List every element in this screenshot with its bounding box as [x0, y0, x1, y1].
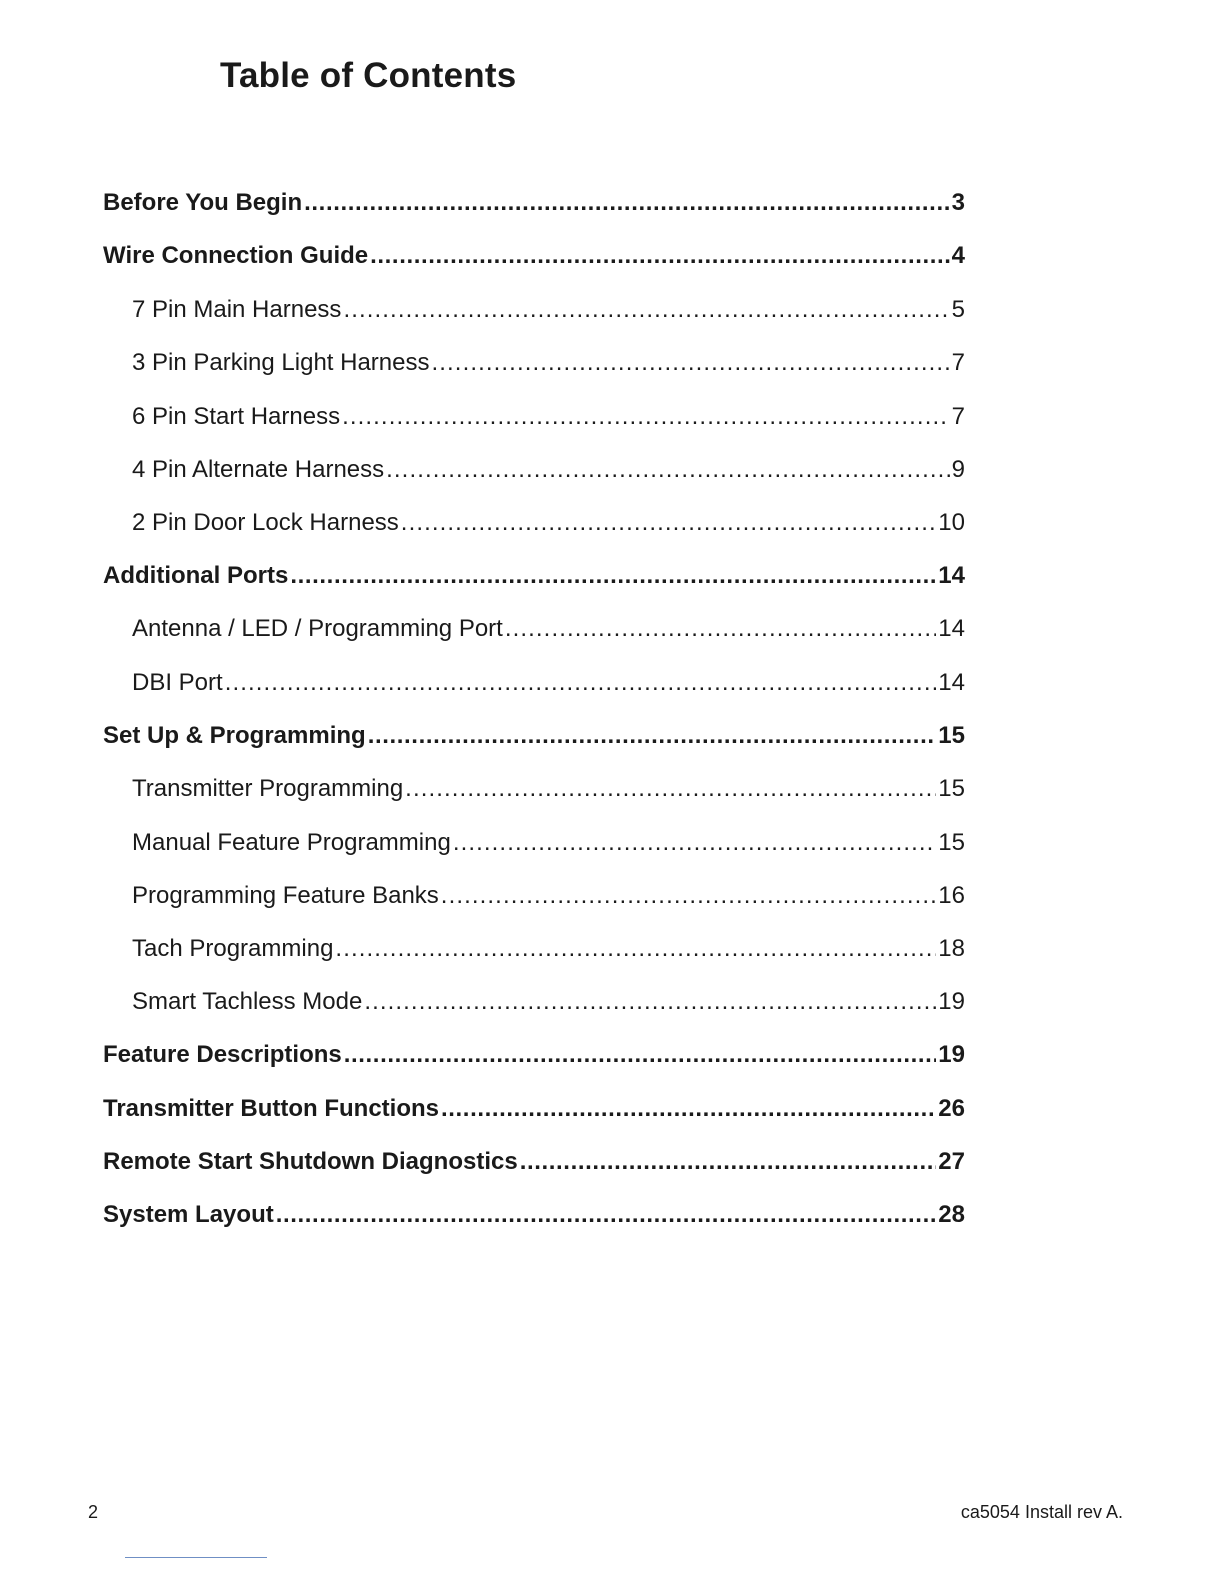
toc-entry[interactable]: [103, 1092, 965, 1126]
toc-dot-leader: [343, 293, 949, 327]
toc-dot-leader: [441, 1092, 936, 1126]
toc-entry-label: Manual Feature Programming: [132, 829, 451, 856]
toc-entry-page: 15: [938, 775, 965, 802]
toc-dot-leader: [453, 826, 936, 860]
toc-entry[interactable]: [103, 1198, 965, 1232]
toc-entry[interactable]: [103, 293, 965, 327]
toc-entry-page: 14: [938, 669, 965, 696]
toc-entry-label: Set Up & Programming: [103, 722, 366, 749]
toc-entry-page: 7: [951, 403, 965, 430]
toc-dot-leader: [432, 346, 950, 380]
toc-entry[interactable]: [103, 666, 965, 700]
toc-entry[interactable]: [103, 346, 965, 380]
bottom-divider: [125, 1557, 267, 1558]
toc-entry[interactable]: [103, 879, 965, 913]
toc-entry-label: 6 Pin Start Harness: [132, 403, 341, 430]
toc-entry[interactable]: [103, 719, 965, 753]
toc-entry[interactable]: [103, 186, 965, 220]
toc-entry-label: 4 Pin Alternate Harness: [132, 456, 385, 483]
toc-entry-page: 16: [938, 882, 965, 909]
toc-entry[interactable]: [103, 985, 965, 1019]
toc-entry[interactable]: [103, 1145, 965, 1179]
toc-entry[interactable]: [103, 559, 965, 593]
toc-entry-page: 10: [938, 509, 965, 536]
toc-entry-label: Before You Begin: [103, 189, 303, 216]
toc-entry-page: 19: [938, 988, 965, 1015]
toc-entry-label: DBI Port: [132, 669, 223, 696]
toc-dot-leader: [370, 239, 950, 273]
footer-document-id: ca5054 Install rev A.: [960, 1502, 1123, 1522]
toc-entry-label: Feature Descriptions: [103, 1041, 342, 1068]
toc-entry-label: Remote Start Shutdown Diagnostics: [103, 1148, 518, 1175]
toc-entry[interactable]: [103, 1038, 965, 1072]
toc-entry[interactable]: [103, 453, 965, 487]
toc-entry-page: 14: [938, 562, 965, 589]
toc-entry-page: 26: [938, 1095, 965, 1122]
toc-dot-leader: [386, 453, 950, 487]
toc-dot-leader: [342, 400, 950, 434]
toc-dot-leader: [401, 506, 937, 540]
toc-entry-label: Transmitter Button Functions: [103, 1095, 439, 1122]
toc-entry-label: Programming Feature Banks: [132, 882, 439, 909]
toc-entry-page: 28: [938, 1201, 965, 1228]
toc-entry-page: 9: [951, 456, 965, 483]
toc-dot-leader: [405, 772, 936, 806]
page-title: Table of Contents: [220, 56, 517, 95]
toc-entry-page: 15: [938, 722, 965, 749]
toc-dot-leader: [290, 559, 936, 593]
toc-entry-label: Additional Ports: [103, 562, 289, 589]
toc-entry-label: Transmitter Programming: [132, 775, 404, 802]
toc-entry-page: 5: [951, 296, 965, 323]
toc-entry[interactable]: [103, 826, 965, 860]
toc-entry-label: Wire Connection Guide: [103, 242, 369, 269]
toc-entry[interactable]: [103, 612, 965, 646]
toc-entry-label: 2 Pin Door Lock Harness: [132, 509, 399, 536]
toc-entry-page: 3: [951, 189, 965, 216]
toc-entry-page: 14: [938, 615, 965, 642]
toc-entry-page: 19: [938, 1041, 965, 1068]
toc-entry-label: Tach Programming: [132, 935, 334, 962]
toc-entry[interactable]: [103, 239, 965, 273]
toc-entry-page: 15: [938, 829, 965, 856]
toc-entry-label: Smart Tachless Mode: [132, 988, 363, 1015]
toc-entry[interactable]: [103, 932, 965, 966]
toc-entry-label: 7 Pin Main Harness: [132, 296, 342, 323]
toc-entry[interactable]: [103, 400, 965, 434]
toc-dot-leader: [225, 666, 937, 700]
toc-dot-leader: [335, 932, 936, 966]
toc-dot-leader: [276, 1198, 937, 1232]
toc-dot-leader: [364, 985, 936, 1019]
toc-dot-leader: [505, 612, 936, 646]
toc-entry[interactable]: [103, 506, 965, 540]
toc-dot-leader: [304, 186, 950, 220]
toc-entry-page: 7: [951, 349, 965, 376]
toc-entry-label: Antenna / LED / Programming Port: [132, 615, 503, 642]
toc-entry[interactable]: [103, 772, 965, 806]
toc-dot-leader: [520, 1145, 937, 1179]
toc-entry-page: 18: [938, 935, 965, 962]
toc-dot-leader: [441, 879, 937, 913]
toc-entry-label: 3 Pin Parking Light Harness: [132, 349, 430, 376]
toc-entry-page: 27: [938, 1148, 965, 1175]
toc-dot-leader: [368, 719, 937, 753]
footer-page-number: 2: [88, 1502, 99, 1522]
toc-dot-leader: [344, 1038, 937, 1072]
toc-entry-page: 4: [951, 242, 965, 269]
toc-entry-label: System Layout: [103, 1201, 274, 1228]
